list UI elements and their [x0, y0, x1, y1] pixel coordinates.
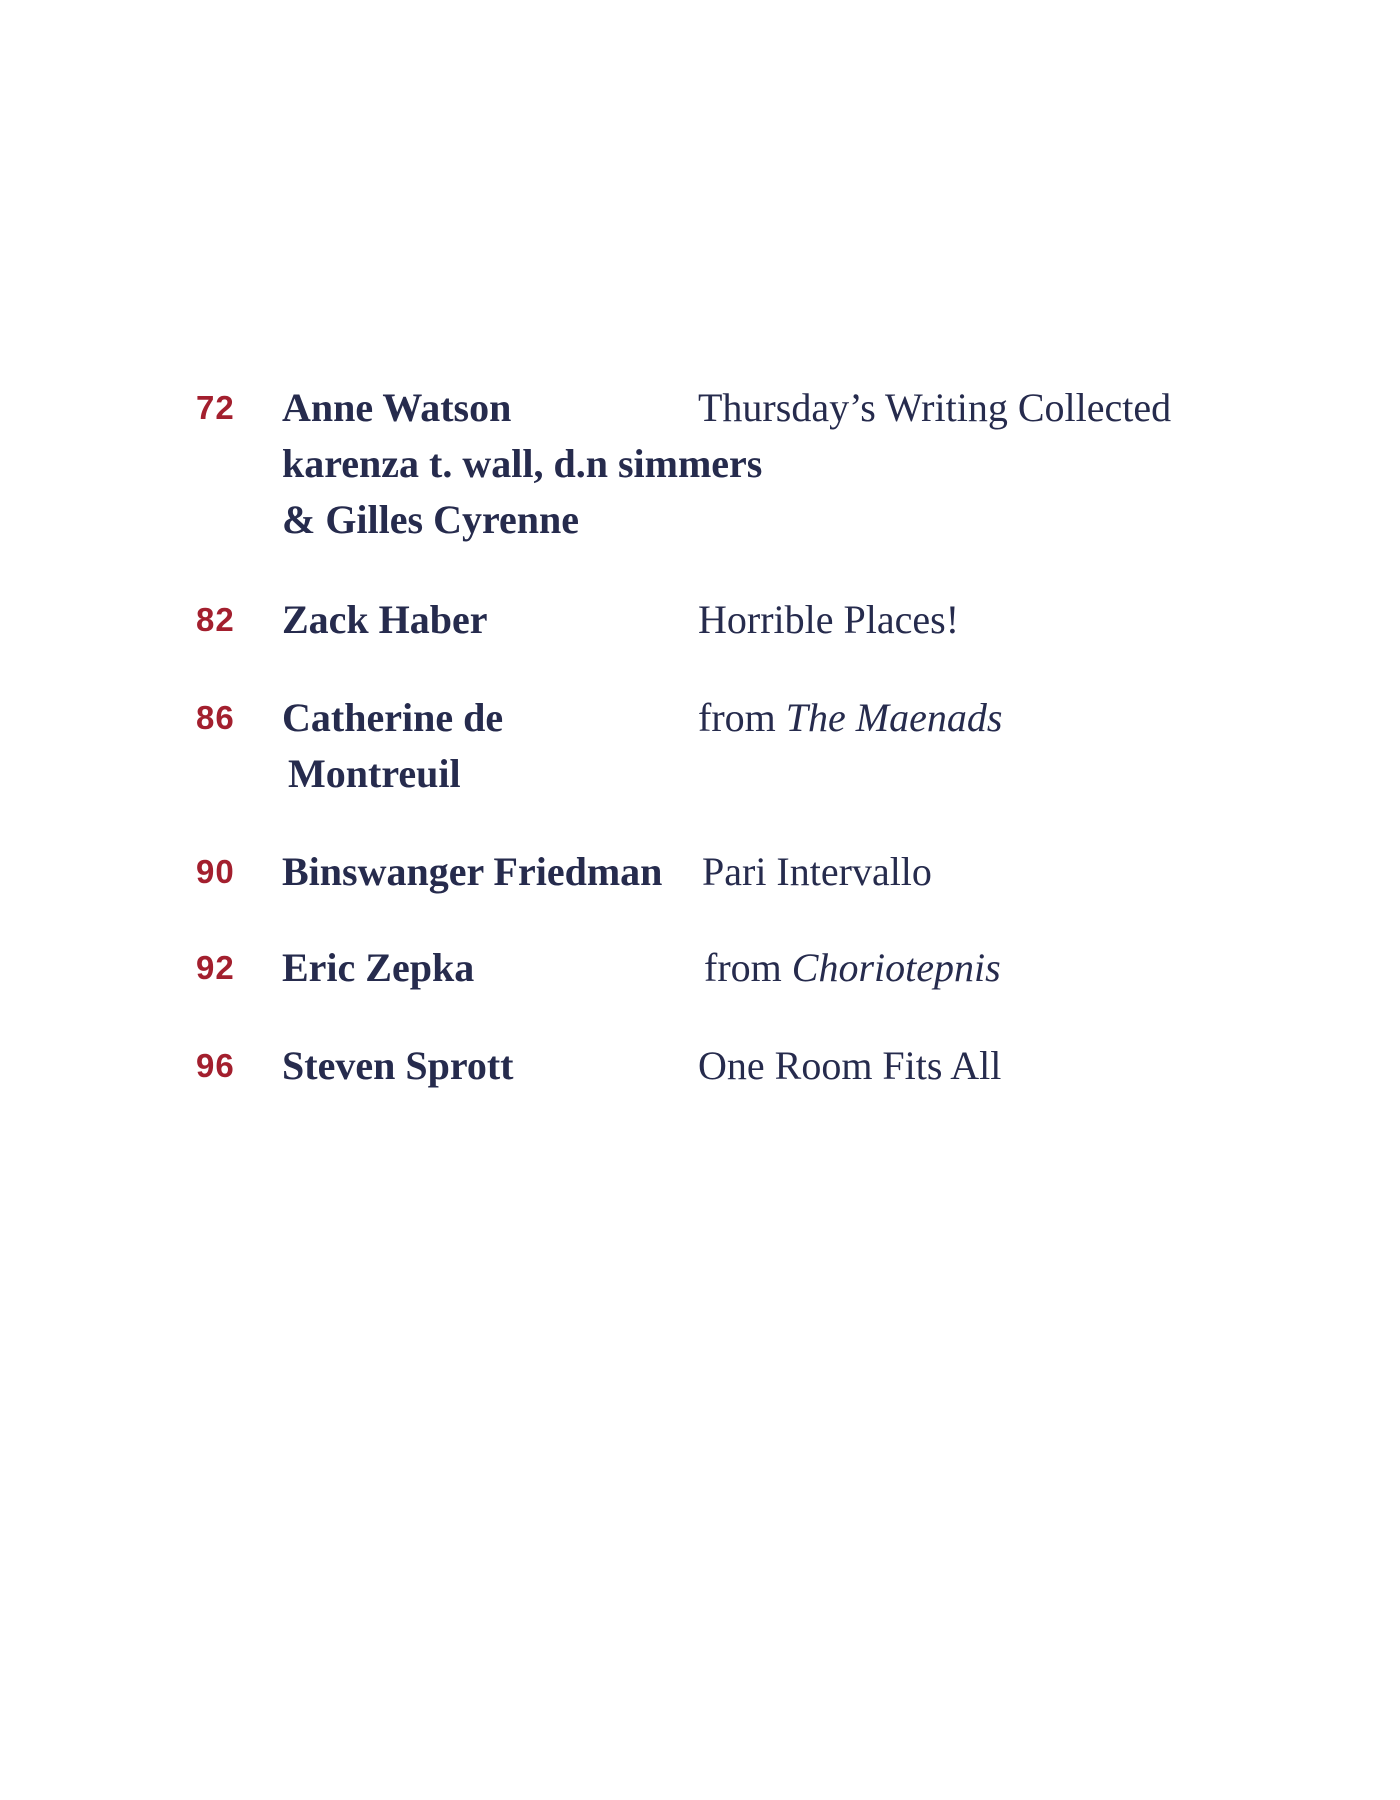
author-line: Binswanger Friedman [282, 849, 663, 894]
title-text: Thursday’s Writing Collected [698, 385, 1172, 430]
page-number: 82 [196, 601, 235, 638]
title-prefix: from [704, 945, 792, 990]
work-title [704, 940, 1364, 996]
title-prefix: from [698, 695, 786, 740]
author-line: Catherine de [282, 695, 504, 740]
author-line: Zack Haber [282, 597, 488, 642]
author-line: Montreuil [288, 751, 461, 796]
work-title [698, 690, 1358, 746]
page-number: 86 [196, 699, 235, 736]
author-line: Anne Watson [282, 385, 512, 430]
page-number: 96 [196, 1047, 235, 1084]
page-number: 72 [196, 389, 235, 426]
author-line: Eric Zepka [282, 945, 475, 990]
title-text: One Room Fits All [698, 1043, 1002, 1088]
work-title [698, 380, 1358, 436]
work-title [698, 1038, 1358, 1094]
work-title [702, 844, 1362, 900]
work-title [698, 592, 1358, 648]
title-italic: The Maenads [785, 695, 1003, 740]
title-text: Horrible Places! [698, 597, 960, 642]
title-italic: Choriotepnis [791, 945, 1001, 990]
author-line: Steven Sprott [282, 1043, 514, 1088]
author-line: & Gilles Cyrenne [282, 497, 580, 542]
page-number: 90 [196, 853, 235, 890]
title-text: Pari Intervallo [702, 849, 932, 894]
author-line: karenza t. wall, d.n simmers [282, 441, 763, 486]
page-number: 92 [196, 949, 235, 986]
